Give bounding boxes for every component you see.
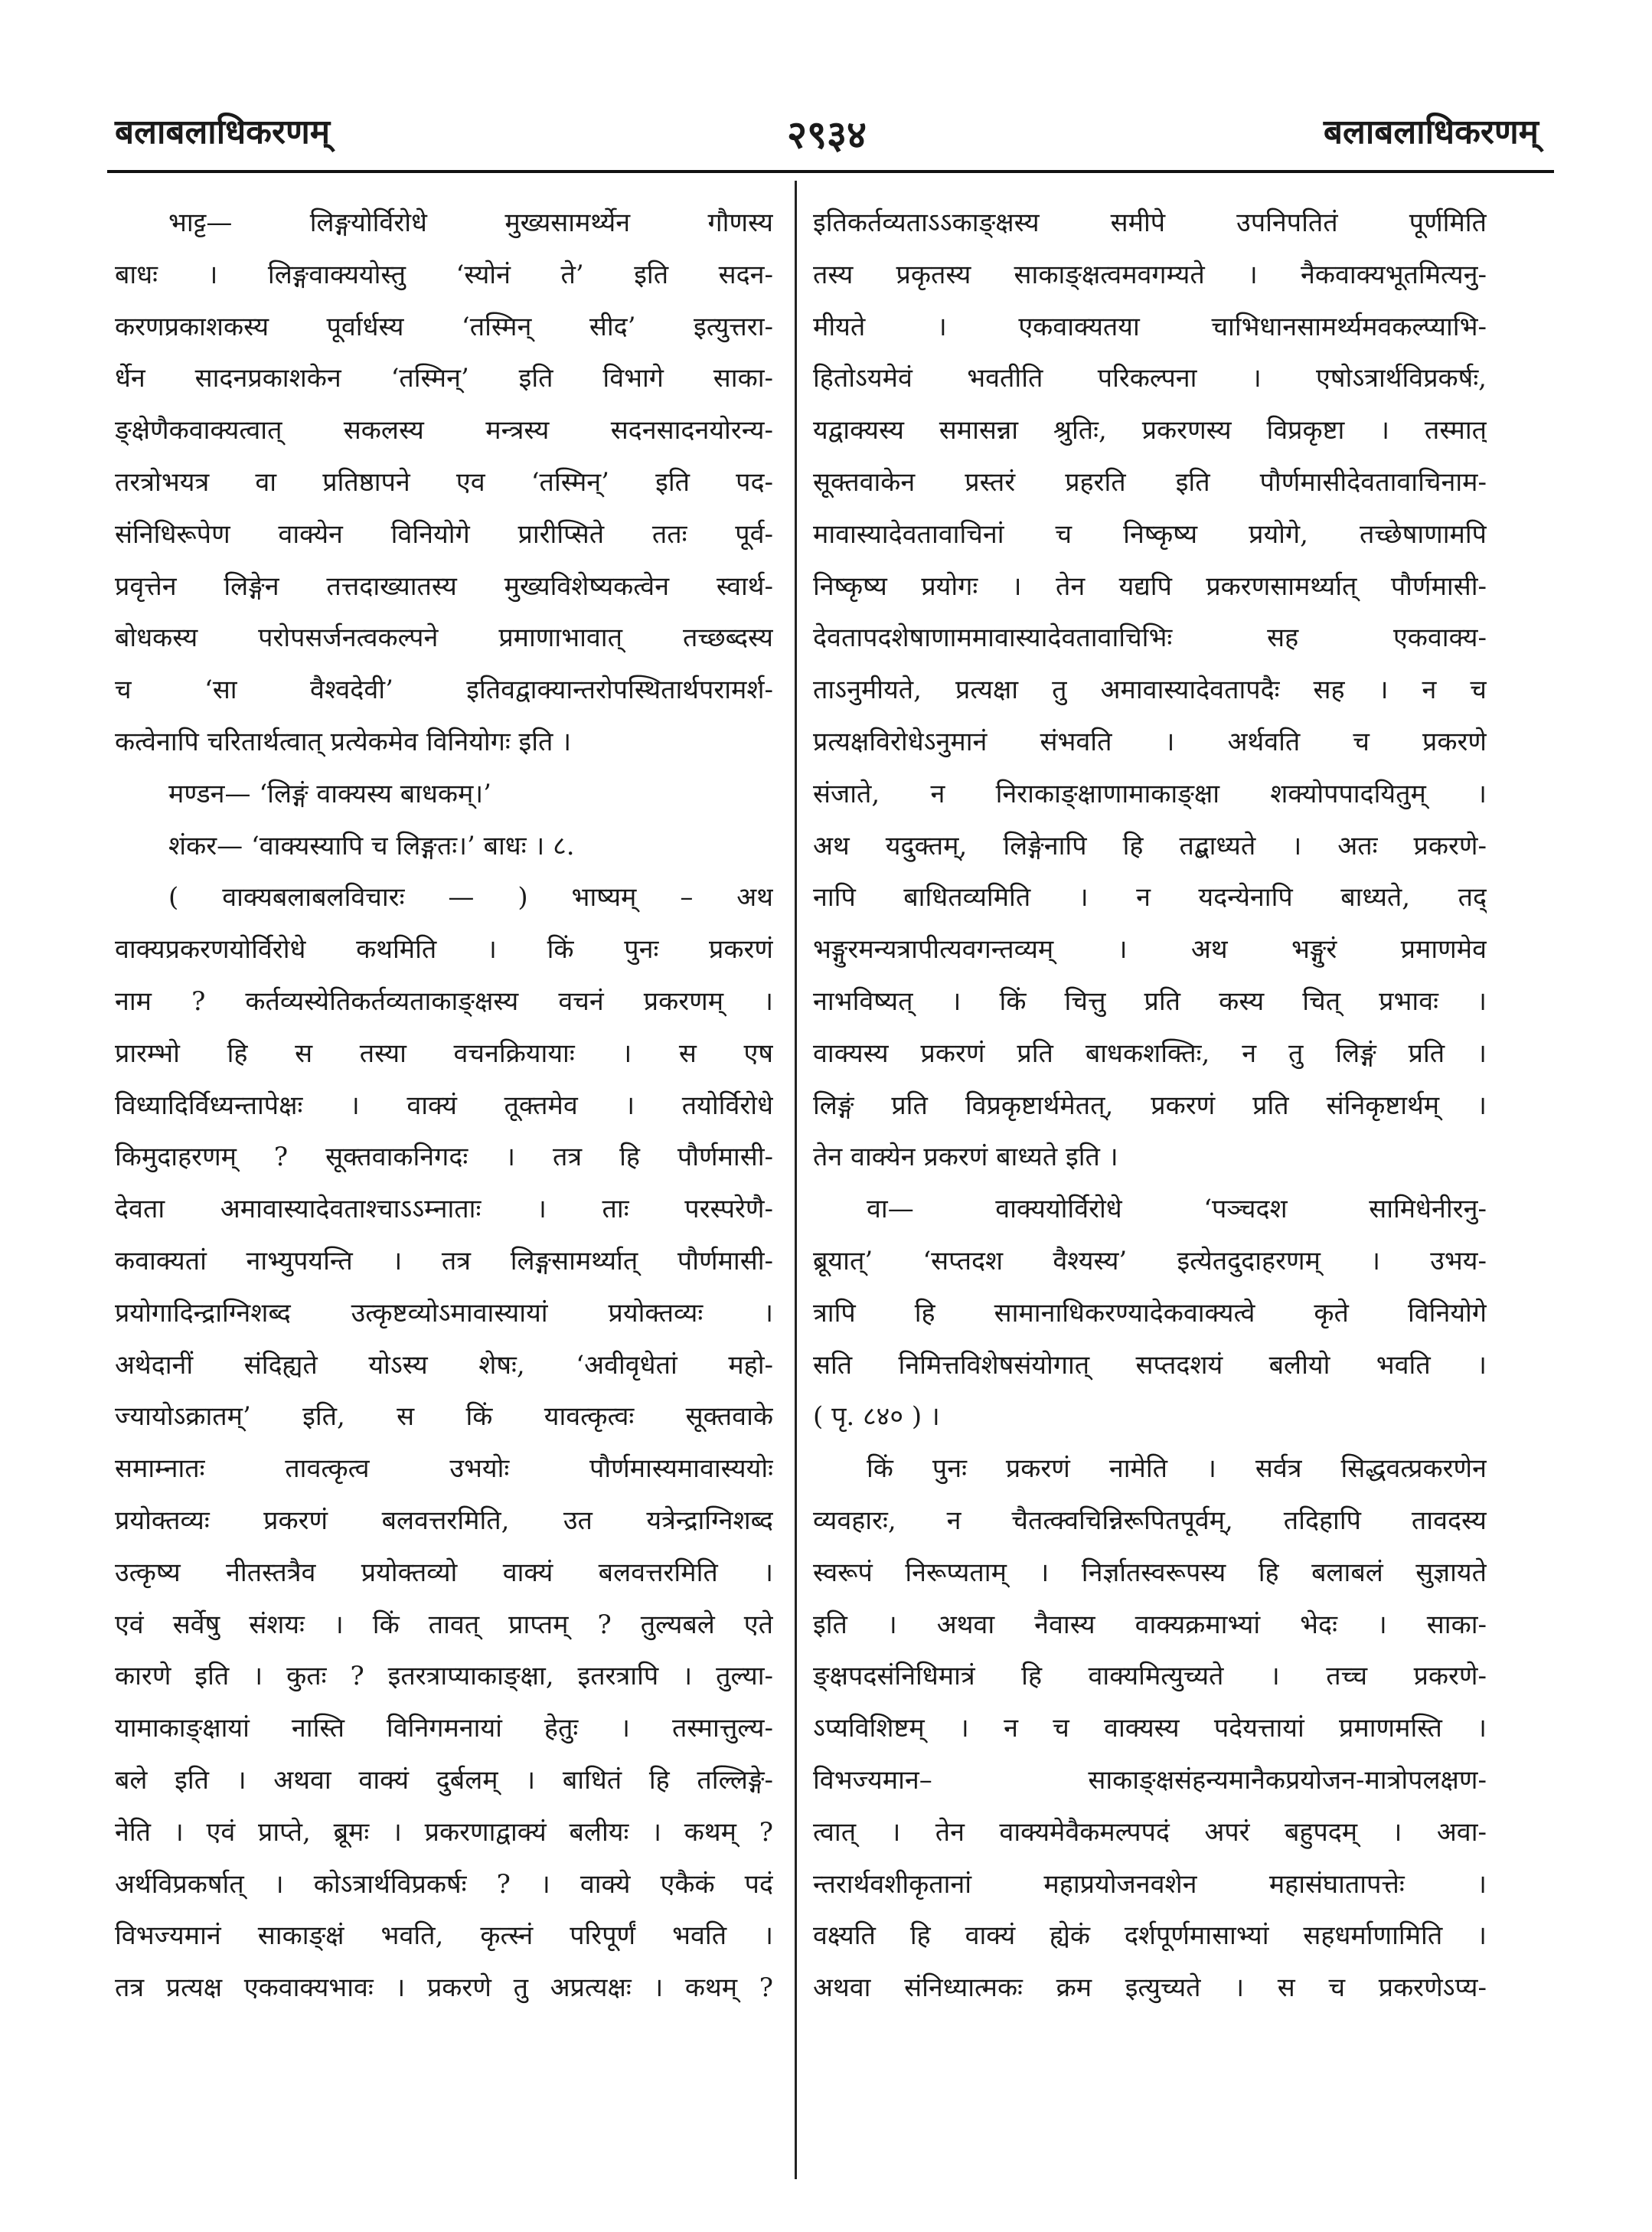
text-line: ऽप्यविशिष्टम् । न च वाक्यस्य पदेयत्तायां प्रमाणमस्ति । <box>813 1713 1487 1744</box>
text-line: नाभविष्यत् । किं चित्तु प्रति कस्य चित् प्रभावः । <box>813 985 1487 1017</box>
text-line: च ‘सा वैश्वदेवी’ इतिवद्वाक्यान्तरोपस्थितार्थपरामर्श- <box>115 675 773 706</box>
text-line: प्रारम्भो हि स तस्या वचनक्रियायाः । स एष <box>115 1038 773 1069</box>
text-line: अथेदानीं संदिह्यते योऽस्य शेषः, ‘अवीवृधेतां महो- <box>115 1349 773 1381</box>
text-line: न्तरार्थवशीकृतानां महाप्रयोजनवशेन महासंघातापत्तेः । <box>813 1868 1487 1900</box>
text-line: भङ्गुरमन्यत्रापीत्यवगन्तव्यम् । अथ भङ्गुरं प्रमाणमेव <box>813 934 1487 966</box>
text-line: संनिधिरूपेण वाक्येन विनियोगे प्रारीप्सिते ततः पूर्व- <box>115 518 773 550</box>
text-line: कवाक्यतां नाभ्युपयन्ति । तत्र लिङ्गसामर्थ्यात् पौर्णमासी- <box>115 1245 773 1276</box>
text-line: हितोऽयमेवं भवतीति परिकल्पना । एषोऽत्रार्थविप्रकर्षः, <box>813 363 1487 394</box>
text-line: ज्यायोऽक्रातम्’ इति, स किं यावत्कृत्वः सूक्तवाके <box>115 1401 773 1433</box>
text-line: किं पुनः प्रकरणं नामेति । सर्वत्र सिद्धवत्प्रकरणेन <box>867 1453 1487 1485</box>
text-line: बोधकस्य परोपसर्जनत्वकल्पने प्रमाणाभावात् तच्छब्दस्य <box>115 623 773 654</box>
text-line: मावास्यादेवतावाचिनां च निष्कृष्य प्रयोगे, तच्छेषाणामपि <box>813 518 1487 550</box>
text-line: नापि बाधितव्यमिति । न यदन्येनापि बाध्यते, तद् <box>813 882 1487 913</box>
page-header <box>115 107 1539 161</box>
text-line: वाक्यप्रकरणयोर्विरोधे कथमिति । किं पुनः प्रकरणं <box>115 934 773 966</box>
text-line: सति निमित्तविशेषसंयोगात् सप्तदशयं बलीयो भवति । <box>813 1349 1487 1381</box>
text-line: तस्य प्रकृतस्य साकाङ्क्षत्वमवगम्यते । नैकवाक्यभूतमित्यनु- <box>813 259 1487 290</box>
text-line: प्रत्यक्षविरोधेऽनुमानं संभवति । अर्थवति च प्रकरणे <box>813 726 1487 757</box>
text-line: अथ यदुक्तम्, लिङ्गेनापि हि तद्बाध्यते । अतः प्रकरणे- <box>813 830 1487 861</box>
text-line: भाट्ट— लिङ्गयोर्विरोधे मुख्यसामर्थ्येन गौणस्य <box>168 208 773 238</box>
text-line: व्यवहारः, न चैतत्क्वचिन्निरूपितपूर्वम्, तदिहापि तावदस्य <box>813 1505 1487 1536</box>
text-line: ( वाक्यबलाबलविचारः — ) भाष्यम् – अथ <box>168 882 773 913</box>
running-head-left: बलाबलाधिकरणम् <box>115 113 331 152</box>
text-line: यामाकाङ्क्षायां नास्ति विनिगमनायां हेतुः । तस्मात्तुल्य- <box>115 1713 773 1744</box>
right-column <box>813 198 1487 2015</box>
text-line: लिङ्गं प्रति विप्रकृष्टार्थमेतत्, प्रकरणं प्रति संनिकृष्टार्थम् । <box>813 1090 1487 1121</box>
text-line: स्वरूपं निरूप्यताम् । निर्ज्ञातस्वरूपस्य हि बलाबलं सुज्ञायते <box>813 1557 1487 1588</box>
text-line: इति । अथवा नैवास्य वाक्यक्रमाभ्यां भेदः । साका- <box>813 1609 1487 1640</box>
text-line: विभज्यमानं साकाङ्क्षं भवति, कृत्स्नं परिपूर्णं भवति । <box>115 1920 773 1952</box>
text-line: निष्कृष्य प्रयोगः । तेन यद्यपि प्रकरणसामर्थ्यात् पौर्णमासी- <box>813 570 1487 602</box>
text-line: संजाते, न निराकाङ्क्षाणामाकाङ्क्षा शक्योपपादयितुम् । <box>813 778 1487 809</box>
text-line: ( पृ. ८४० ) । <box>813 1401 940 1433</box>
column-divider <box>795 181 797 2179</box>
text-line: बले इति । अथवा वाक्यं दुर्बलम् । बाधितं हि तल्लिङ्गे- <box>115 1764 773 1796</box>
text-line: उत्कृष्य नीतस्तत्रैव प्रयोक्तव्यो वाक्यं बलवत्तरमिति । <box>115 1557 773 1588</box>
text-line: ङ्क्षेणैकवाक्यत्वात् सकलस्य मन्त्रस्य सदनसादनयोरन्य- <box>115 415 773 446</box>
text-line: तत्र प्रत्यक्ष एकवाक्यभावः । प्रकरणे तु अप्रत्यक्षः । कथम् ? <box>115 1972 773 2004</box>
text-line: ताऽनुमीयते, प्रत्यक्षा तु अमावास्यादेवतापदैः सह । न च <box>813 675 1487 706</box>
text-line: प्रयोगादिन्द्राग्निशब्द उत्कृष्टव्योऽमावास्यायां प्रयोक्तव्यः । <box>115 1297 773 1328</box>
header-rule <box>107 170 1554 173</box>
page-number: २९३४ <box>787 113 867 157</box>
text-line: समाम्नातः तावत्कृत्व उभयोः पौर्णमास्यमावास्ययोः <box>115 1453 773 1485</box>
text-line: इतिकर्तव्यताऽऽकाङ्क्षस्य समीपे उपनिपतितं पूर्णमिति <box>813 208 1487 238</box>
text-line: ब्रूयात्’ ‘सप्तदश वैश्यस्य’ इत्येतदुदाहरणम् । उभय- <box>813 1245 1487 1276</box>
running-head-right: बलाबलाधिकरणम् <box>1323 113 1539 152</box>
text-line: सूक्तवाकेन प्रस्तरं प्रहरति इति पौर्णमासीदेवतावाचिनाम- <box>813 466 1487 498</box>
text-line: तेन वाक्येन प्रकरणं बाध्यते इति । <box>813 1142 1118 1173</box>
text-line: वक्ष्यति हि वाक्यं ह्येकं दर्शपूर्णमासाभ्यां सहधर्माणामिति । <box>813 1920 1487 1952</box>
text-line: बाधः । लिङ्गवाक्ययोस्तु ‘स्योनं ते’ इति सदन- <box>115 259 773 290</box>
text-line: वाक्यस्य प्रकरणं प्रति बाधकशक्तिः, न तु लिङ्गं प्रति । <box>813 1038 1487 1069</box>
text-line: त्वात् । तेन वाक्यमेवैकमल्पपदं अपरं बहुपदम् । अवा- <box>813 1816 1487 1848</box>
text-line: प्रवृत्तेन लिङ्गेन तत्तदाख्यातस्य मुख्यविशेष्यकत्वेन स्वार्थ- <box>115 570 773 602</box>
text-line: त्रापि हि सामानाधिकरण्यादेकवाक्यत्वे कृते विनियोगे <box>813 1297 1487 1328</box>
text-line: अर्थविप्रकर्षात् । कोऽत्रार्थविप्रकर्षः ? । वाक्ये एकैकं पदं <box>115 1868 773 1900</box>
text-line: अथवा संनिध्यात्मकः क्रम इत्युच्यते । स च प्रकरणेऽप्य- <box>813 1972 1487 2004</box>
text-line: एवं सर्वेषु संशयः । किं तावत् प्राप्तम् ? तुल्यबले एते <box>115 1609 773 1640</box>
text-line: नाम ? कर्तव्यस्येतिकर्तव्यताकाङ्क्षस्य वचनं प्रकरणम् । <box>115 985 773 1017</box>
text-line: कारणे इति । कुतः ? इतरत्राप्याकाङ्क्षा, इतरत्रापि । तुल्या- <box>115 1661 773 1692</box>
text-line: वा— वाक्ययोर्विरोधे ‘पञ्चदश सामिधेनीरनु- <box>867 1194 1487 1225</box>
left-column <box>115 198 773 2015</box>
text-line: देवता अमावास्यादेवताश्चाऽऽम्नाताः । ताः परस्परेणै- <box>115 1194 773 1225</box>
text-line: ङ्क्षपदसंनिधिमात्रं हि वाक्यमित्युच्यते । तच्च प्रकरणे- <box>813 1661 1487 1692</box>
text-line: नेति । एवं प्राप्ते, ब्रूमः । प्रकरणाद्वाक्यं बलीयः । कथम् ? <box>115 1816 773 1848</box>
text-line: कत्वेनापि चरितार्थत्वात् प्रत्येकमेव विनियोगः इति । <box>115 726 572 757</box>
text-line: किमुदाहरणम् ? सूक्तवाकनिगदः । तत्र हि पौर्णमासी- <box>115 1142 773 1173</box>
text-line: विध्यादिर्विध्यन्तापेक्षः । वाक्यं तूक्तमेव । तयोर्विरोधे <box>115 1090 773 1121</box>
text-line: प्रयोक्तव्यः प्रकरणं बलवत्तरमिति, उत यत्रेन्द्राग्निशब्द <box>115 1505 773 1536</box>
text-line: शंकर— ‘वाक्यस्यापि च लिङ्गतः।’ बाधः । ८. <box>168 830 575 861</box>
text-line: तरत्रोभयत्र वा प्रतिष्ठापने एव ‘तस्मिन्’ इति पद- <box>115 466 773 498</box>
text-line: करणप्रकाशकस्य पूर्वार्धस्य ‘तस्मिन् सीद’ इत्युत्तरा- <box>115 311 773 342</box>
text-line: विभज्यमान– साकाङ्क्षसंहन्यमानैकप्रयोजन-मात्रोपलक्षण- <box>813 1764 1487 1796</box>
text-line: र्धेन सादनप्रकाशकेन ‘तस्मिन्’ इति विभागे साका- <box>115 363 773 394</box>
text-line: यद्वाक्यस्य समासन्ना श्रुतिः, प्रकरणस्य विप्रकृष्टा । तस्मात् <box>813 415 1487 446</box>
text-line: मीयते । एकवाक्यतया चाभिधानसामर्थ्यमवकल्प्याभि- <box>813 311 1487 342</box>
text-line: मण्डन— ‘लिङ्गं वाक्यस्य बाधकम्।’ <box>168 778 491 809</box>
text-line: देवतापदशेषाणाममावास्यादेवतावाचिभिः सह एकवाक्य- <box>813 623 1487 654</box>
